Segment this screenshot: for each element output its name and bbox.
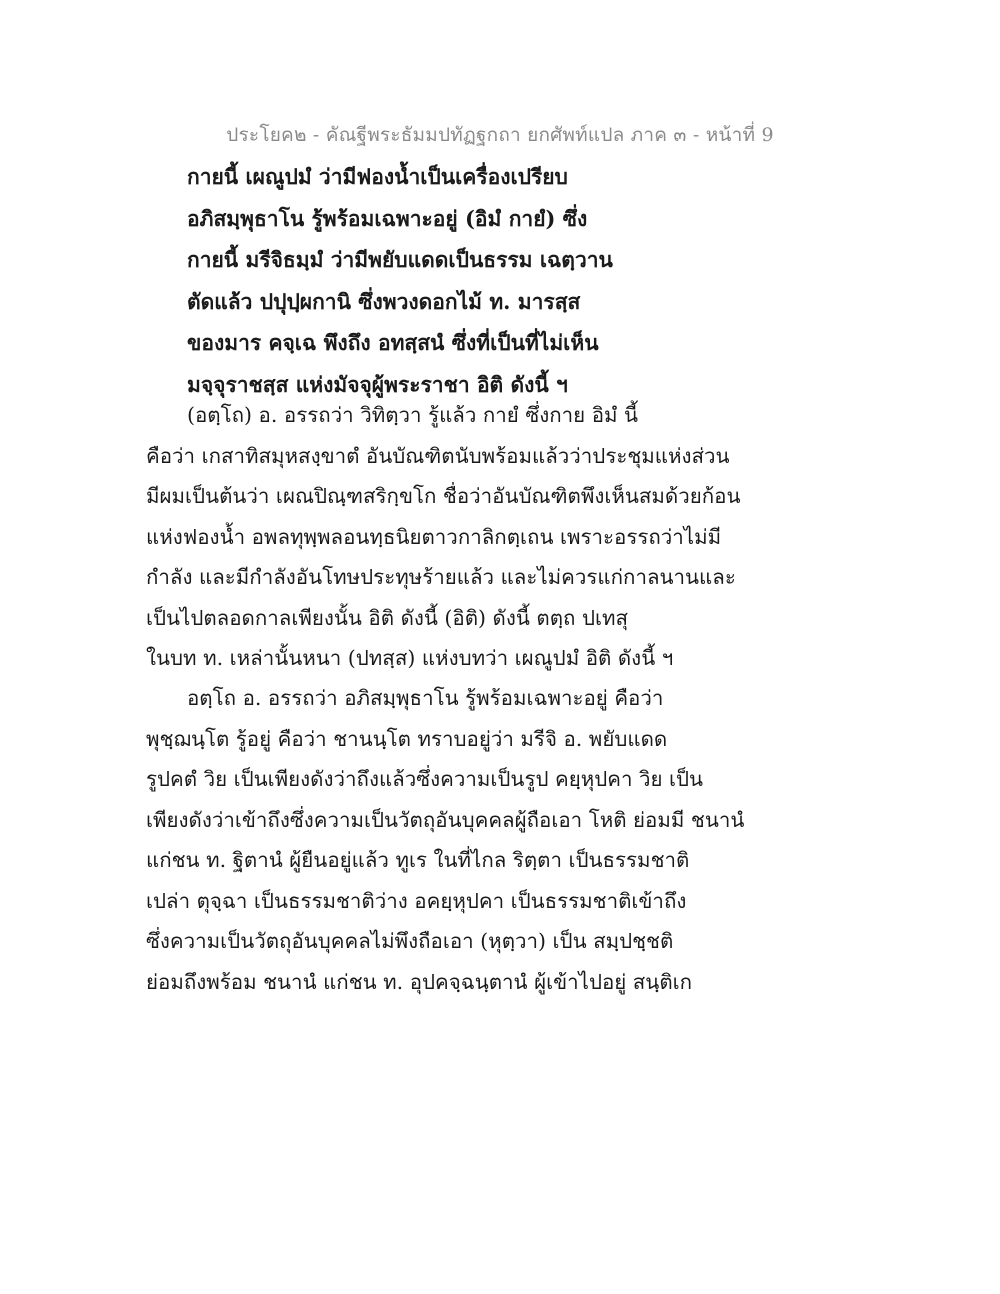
paragraph-line: แห่งฟองน้ำ อพลทุพฺพลอนทฺธนิยตาวกาลิกตฺเถน เพราะอรรถว่าไม่มี — [146, 524, 722, 549]
paragraph-line: ในบท ท. เหล่านั้นหนา (ปทสฺส) แห่งบทว่า เผณูปมํ อิติ ดังนี้ ฯ — [146, 646, 674, 670]
paragraph-2 — [146, 678, 745, 1002]
paragraph-line: เป็นไปตลอดกาลเพียงนั้น อิติ ดังนี้ (อิติ) ดังนี้ ตตฺถ ปเทสุ — [146, 605, 629, 630]
verse-block — [187, 156, 747, 405]
verse-line: กายนี้ เผณูปมํ ว่ามีฟองน้ำเป็นเครื่องเปรียบ — [187, 164, 568, 189]
paragraph-line: มีผมเป็นต้นว่า เผณปิณฺฑสริกฺขโก ชื่อว่าอันบัณฑิตพึงเห็นสมด้วยก้อน — [146, 484, 741, 508]
verse-line: ตัดแล้ว ปปุปฺผกานิ ซึ่งพวงดอกไม้ ท. มารสฺส — [187, 288, 581, 314]
paragraph-line: เพียงดังว่าเข้าถึงซึ่งความเป็นวัตถุอันบุคคลผู้ถือเอา โหติ ย่อมมี ชนานํ — [146, 807, 745, 832]
verse-line: ของมาร คจฺเฉ พึงถึง อทสฺสนํ ซึ่งที่เป็นที่ไม่เห็น — [187, 330, 599, 355]
paragraph-line: คือว่า เกสาทิสมุหสงฺขาตํ อันบัณฑิตนับพร้อมแล้วว่าประชุมแห่งส่วน — [146, 443, 730, 468]
paragraph-line: เปล่า ตุจฺฉา เป็นธรรมชาติว่าง อคยฺหุปคา เป็นธรรมชาติเข้าถึง — [146, 888, 687, 913]
verse-line: มจฺจุราชสฺส แห่งมัจจุผู้พระราชา อิติ ดังนี้ ฯ — [187, 371, 568, 397]
verse-line: กายนี้ มรีจิธมฺมํ ว่ามีพยับแดดเป็นธรรม เฉตฺวาน — [187, 247, 613, 272]
paragraph-line: แก่ชน ท. ฐิตานํ ผู้ยืนอยู่แล้ว ทูเร ในที่ไกล ริตฺตา เป็นธรรมชาติ — [146, 848, 690, 872]
paragraph-line: พุชฺฌนฺโต รู้อยู่ คือว่า ชานนฺโต ทราบอยู่ว่า มรีจิ อ. พยับแดด — [146, 726, 668, 751]
verse-line: อภิสมฺพุธาโน รู้พร้อมเฉพาะอยู่ (อิมํ กายํ) ซึ่ง — [187, 205, 588, 231]
paragraph-line: รูปคตํ วิย เป็นเพียงดังว่าถึงแล้วซึ่งความเป็นรูป คยฺหุปคา วิย เป็น — [146, 767, 704, 791]
paragraph-1 — [146, 395, 741, 679]
paragraph-line: อตฺโถ อ. อรรถว่า อภิสมฺพุธาโน รู้พร้อมเฉพาะอยู่ คือว่า — [187, 686, 664, 710]
paragraph-line: ย่อมถึงพร้อม ชนานํ แก่ชน ท. อุปคจฺฉนฺตานํ ผู้เข้าไปอยู่ สนฺติเก — [146, 969, 693, 994]
page-header: ประโยค๒ - คัณฐีพระธัมมปทัฏฐกถา ยกศัพท์แปล ภาค ๓ - หน้าที่ 9 — [226, 124, 774, 146]
paragraph-line: กำลัง และมีกำลังอันโทษประทุษร้ายแล้ว และไม่ควรแก่กาลนานและ — [146, 565, 736, 589]
paragraph-line: (อตฺโถ) อ. อรรถว่า วิทิตฺวา รู้แล้ว กายํ ซึ่งกาย อิมํ นี้ — [187, 403, 639, 427]
paragraph-line: ซึ่งความเป็นวัตถุอันบุคคลไม่พึงถือเอา (หุตฺวา) เป็น สมฺปชฺชติ — [146, 929, 674, 953]
